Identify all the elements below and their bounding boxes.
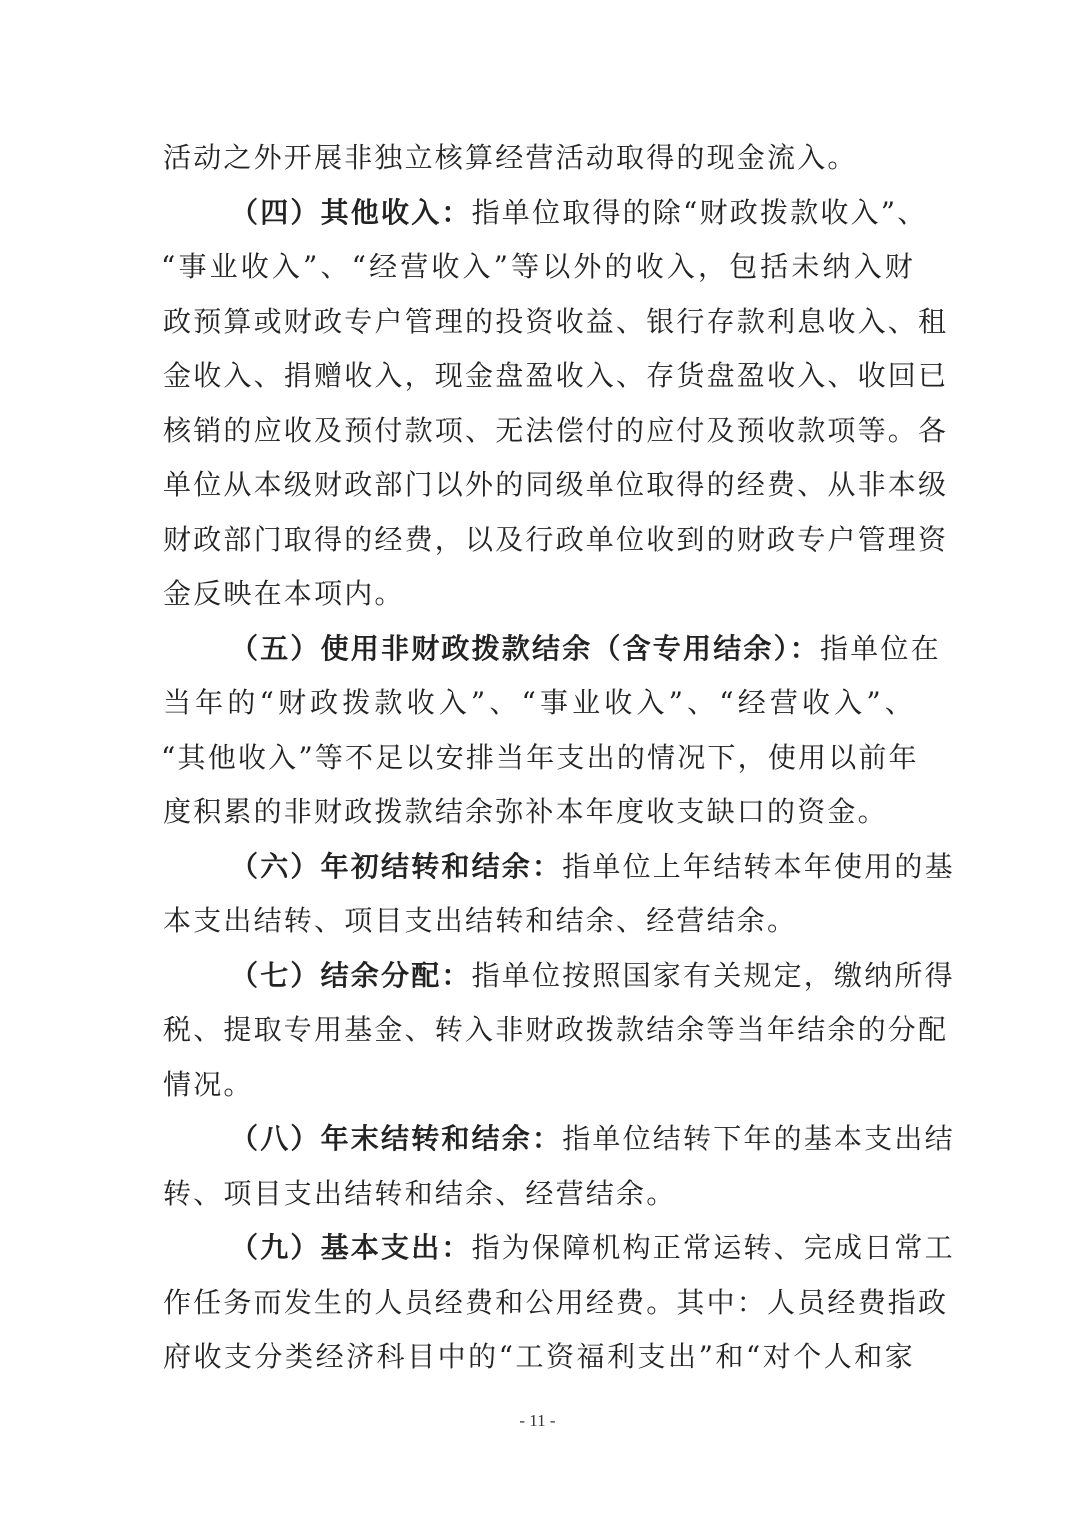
section-heading: （五）使用非财政拨款结余（含专用结余）： — [230, 631, 821, 665]
text-line: 情况。 — [163, 1067, 254, 1101]
text-line: 府收支分类经济科目中的“工资福利支出”和“对个人和家 — [163, 1340, 915, 1373]
section-heading: （六）年初结转和结余： — [230, 849, 563, 883]
text-line: 政预算或财政专户管理的投资收益、银行存款利息收入、租 — [163, 304, 949, 338]
text-line: 本支出结转、项目支出结转和结余、经营结余。 — [163, 904, 798, 937]
section-heading: （七）结余分配： — [230, 958, 472, 992]
text-line: 金反映在本项内。 — [163, 577, 405, 610]
text-line: “其他收入”等不足以安排当年支出的情况下，使用以前年 — [161, 740, 919, 774]
paragraph-first-line — [163, 1112, 955, 1167]
paragraph-first-line — [163, 622, 941, 677]
section-heading: （九）基本支出： — [230, 1231, 472, 1264]
text-line: 度积累的非财政拨款结余弥补本年度收支缺口的资金。 — [163, 795, 888, 828]
paragraph-first-line — [163, 949, 955, 1004]
text-line: 税、提取专用基金、转入非财政拨款结余等当年结余的分配 — [163, 1013, 949, 1046]
text-span: 指单位上年结转本年使用的基 — [562, 849, 955, 883]
section-heading: （四）其他收入： — [230, 195, 472, 229]
text-line: 活动之外开展非独立核算经营活动取得的现金流入。 — [163, 141, 858, 174]
text-span: 指单位在 — [820, 631, 941, 665]
page-number: - 11 - — [519, 1411, 556, 1430]
paragraph-first-line — [163, 840, 955, 895]
text-span: 指单位结转下年的基本支出结 — [562, 1122, 955, 1155]
text-line: 金收入、捐赠收入，现金盘盈收入、存货盘盈收入、收回已 — [163, 359, 949, 392]
text-line: “事业收入”、“经营收入”等以外的收入，包括未纳入财 — [161, 250, 915, 283]
paragraph-first-line — [163, 186, 928, 241]
text-line: 转、项目支出结转和结余、经营结余。 — [163, 1176, 677, 1210]
text-span: 指单位取得的除“财政拨款收入”、 — [471, 195, 928, 229]
paragraph-first-line — [163, 1221, 955, 1276]
text-span: 指为保障机构正常运转、完成日常工 — [471, 1231, 955, 1264]
document-body — [161, 131, 955, 1385]
section-heading: （八）年末结转和结余： — [230, 1122, 563, 1155]
text-line: 作任务而发生的人员经费和公用经费。其中：人员经费指政 — [163, 1285, 949, 1319]
text-line: 财政部门取得的经费，以及行政单位收到的财政专户管理资 — [163, 522, 949, 556]
text-line: 单位从本级财政部门以外的同级单位取得的经费、从非本级 — [163, 468, 949, 501]
text-line: 当年的“财政拨款收入”、“事业收入”、“经营收入”、 — [163, 686, 915, 719]
text-span: 指单位按照国家有关规定，缴纳所得 — [471, 958, 955, 992]
text-line: 核销的应收及预付款项、无法偿付的应付及预收款项等。各 — [163, 413, 949, 447]
